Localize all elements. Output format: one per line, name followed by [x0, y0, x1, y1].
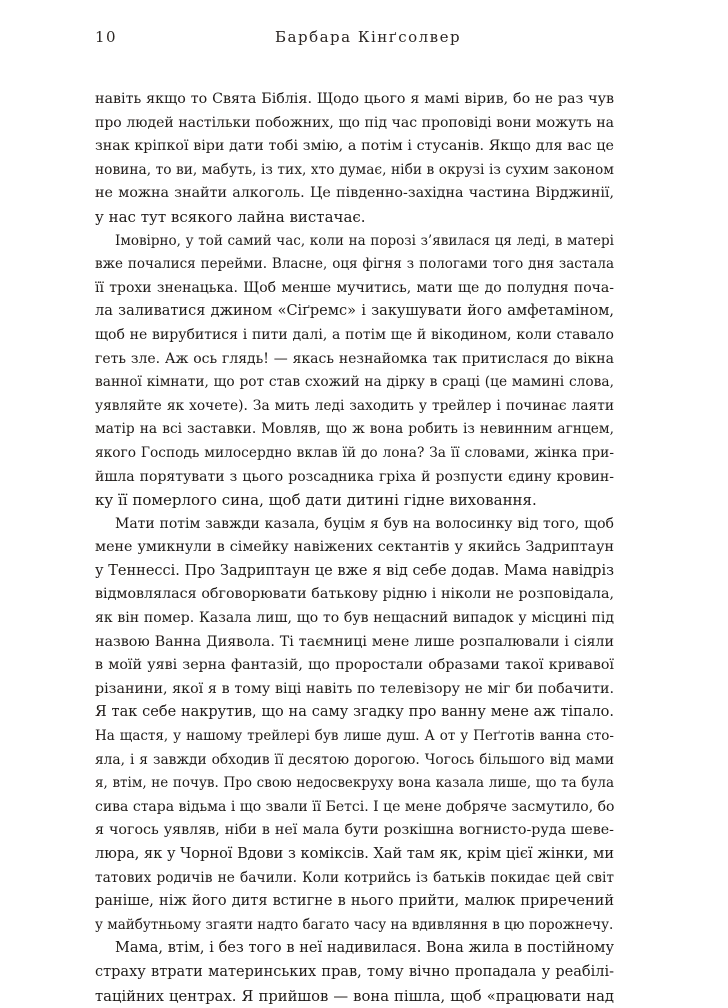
text-line: вже почалися перейми. Власне, оця фігня з пологами того дня застала [95, 256, 614, 273]
text-line: ванної кімнати, що рот став схожий на дірку в сраці (це мамині слова, [95, 374, 614, 391]
text-line: На щастя, у нашому трейлері був лише душ. А от у Пеґготів ванна сто- [95, 728, 614, 745]
text-line: ку її померлого сина, щоб дати дитині гідне виховання. [95, 491, 537, 510]
text-line: я, втім, не почув. Про свою недосвекруху вона казала лише, що та була [95, 775, 614, 792]
text-line: в моїй уяві зерна фантазій, що проростали образами такої кривавої [95, 657, 614, 674]
text-line: геть зле. Аж ось глядь! — якась незнайомка так притислася до вікна [95, 350, 614, 367]
text-line: страху втрати материнських прав, тому вічно пропадала у реабілі- [95, 963, 614, 980]
text-line: раніше, ніж його дитя встигне в нього прийти, малюк приречений [95, 893, 614, 910]
text-line: навіть якщо то Свята Біблія. Щодо цього я мамі вірив, бо не раз чув [95, 91, 614, 107]
text-line: про людей настільки побожних, що під час проповіді вони можуть на [95, 114, 614, 131]
text-line: відмовлялася обговорювати батькову рідню і ніколи не розповідала, [95, 586, 614, 603]
text-line: не можна знайти алкоголь. Це південно-західна частина Вірджинії, [95, 185, 614, 202]
text-line: у майбутньому згаяти надто багато часу на вдивляння в цю порожнечу. [95, 916, 614, 933]
body-text [95, 88, 614, 1008]
text-line: люра, як у Чорної Вдови з коміксів. Хай там як, крім цієї жінки, ми [95, 846, 614, 862]
text-line: матір на всі заставки. Мовляв, що ж вона робить із невинним агнцем, [95, 421, 614, 438]
text-line: новина, то ви, мабуть, із тих, хто думає, ніби в окрузі із сухим законом [95, 161, 614, 178]
text-line: якого Господь милосердно вклав їй до лона? За її словами, жінка при- [95, 444, 614, 461]
text-line: яла, і я завжди обходив її десятою дорогою. Чогось більшого від мами [95, 751, 614, 768]
text-line: її трохи зненацька. Щоб менше мучитись, мати ще до полудня поча- [95, 279, 614, 296]
text-line: щоб не вирубитися і пити далі, а потім ще й вікодином, коли ставало [95, 326, 614, 343]
text-line: уявляйте як хочете). За мить леді заходить у трейлер і починає лаяти [95, 397, 614, 414]
text-line: Мама, втім, і без того в неї надивилася. Вона жила в постійному [115, 940, 614, 957]
text-line: я чогось уявляв, ніби в неї мала бути розкішна вогнисто-руда шеве- [95, 822, 614, 839]
text-line: сива стара відьма і що звали її Бетсі. І це мене добряче засмутило, бо [95, 798, 614, 815]
text-line: таційних центрах. Я прийшов — вона пішла, щоб «працювати над [95, 987, 614, 1005]
text-line: як він помер. Казала лиш, що то був нещасний випадок у місцині під [95, 610, 614, 627]
text-line: ла заливатися джином «Сіґремс» і закушувати його амфетаміном, [95, 303, 614, 320]
text-line: різанини, якої я в тому віці навіть по телевізору не міг би побачити. [95, 680, 614, 697]
text-line: знак кріпкої віри дати тобі змію, а потім і стусанів. Якщо для вас це [95, 138, 614, 155]
text-line: назвою Ванна Диявола. Ті таємниці мене лише розпалювали і сіяли [95, 633, 614, 650]
page-number: 10 [95, 28, 118, 46]
text-line: у Теннессі. Про Задриптаун це вже я від себе додав. Мама навідріз [95, 562, 614, 579]
text-line: у нас тут всякого лайна вистачає. [95, 207, 366, 226]
running-head-author: Барбара Кінґсолвер [275, 28, 462, 46]
text-line: Мати потім завжди казала, буцім я був на волосинку від того, щоб [115, 515, 614, 532]
text-line: татових родичів не бачили. Коли котрийсь із батьків покидає цей світ [95, 869, 614, 886]
text-line: Імовірно, у той самий час, коли на порозі з’явилася ця леді, в матері [115, 232, 614, 249]
text-line: мене умикнули в сімейку навіжених сектантів у якийсь Задриптаун [95, 539, 614, 556]
text-line: йшла порятувати з цього розсадника гріха й розпусти єдину кровин- [95, 468, 614, 485]
text-line: Я так себе накрутив, що на саму згадку про ванну мене аж тіпало. [95, 704, 614, 721]
running-head [95, 28, 615, 50]
